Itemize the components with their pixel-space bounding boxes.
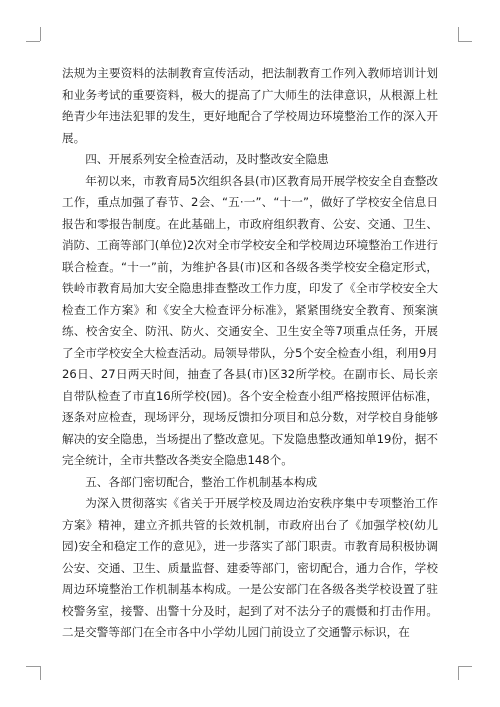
paragraph-section-4: 年初以来，市教育局5次组织各县(市)区教育局开展学校安全自查整改工作，重点加强了春节、2会、“五·一”、“十一”，做好了学校安全信息日报告和零报告制度。在此基础上，市政府组织教育、公安、交通、卫生、消防、工商等部门(单位)2次对全市学校安全和学校周边环境整治工作进行联合检查。“十一”前，为维护各县(市)区和各级各类学校安全稳定形式，铁岭市教育局加大安全隐患排查整改工作力度，印发了《全市学校安全大检查工作方案》和《安全大检查评分标准》，紧紧围绕安全教育、预案演练、校舍安全、防汛、防火、交通安全、卫生安全等7项重点任务，开展了全市学校安全大检查活动。局领导带队，分5个安全检查小组，利用9月26日、27日两天时间，抽查了各县(市)区32所学校。在副市长、局长亲自带队检查了市直16所学校(园)。各个安全检查小组严格按照评估标准，逐条对应检查，现场评分，现场反馈扣分项目和总分数，对学校自身能够解决的安全隐患，当场提出了整改意见。下发隐患整改通知单19份，据不完全统计，全市共整改各类安全隐患148个。: [62, 173, 438, 467]
document-body: [62, 63, 438, 644]
paragraph-section-5: 为深入贯彻落实《省关于开展学校及周边治安秩序集中专项整治工作方案》精神，建立齐抓共管的长效机制，市政府出台了《加强学校(幼儿园)安全和稳定工作的意见》，进一步落实了部门职责。市教育局积极协调公安、交通、卫生、质量监督、建委等部门，密切配合，通力合作，学校周边环境整治工作机制基本构成。一是公安部门在各级各类学校设置了驻校警务室，接警、出警十分及时，起到了对不法分子的震慑和打击作用。二是交警等部门在全市各中小学幼儿园门前设立了交通警示标识，在: [62, 496, 438, 639]
crop-mark-top-right-v: [458, 27, 459, 41]
crop-mark-top-left-v: [40, 27, 41, 41]
section-heading-4: 四、开展系列安全检查活动，及时整改安全隐患: [85, 152, 329, 166]
crop-mark-bottom-right-v: [458, 666, 459, 680]
crop-mark-top-left-h: [26, 41, 40, 42]
crop-mark-bottom-left-v: [40, 666, 41, 680]
crop-mark-top-right-h: [458, 41, 472, 42]
crop-mark-bottom-left-h: [26, 666, 40, 667]
section-heading-5: 五、各部门密切配合，整治工作机制基本构成: [85, 474, 318, 489]
paragraph-intro: 法规为主要资料的法制教育宣传活动，把法制教育工作列入教师培训计划和业务考试的重要资料，极大的提高了广大师生的法律意识，从根源上杜绝青少年违法犯罪的发生，更好地配合了学校周边环境整治工作的深入开展。: [62, 66, 438, 145]
crop-mark-bottom-right-h: [458, 666, 472, 667]
